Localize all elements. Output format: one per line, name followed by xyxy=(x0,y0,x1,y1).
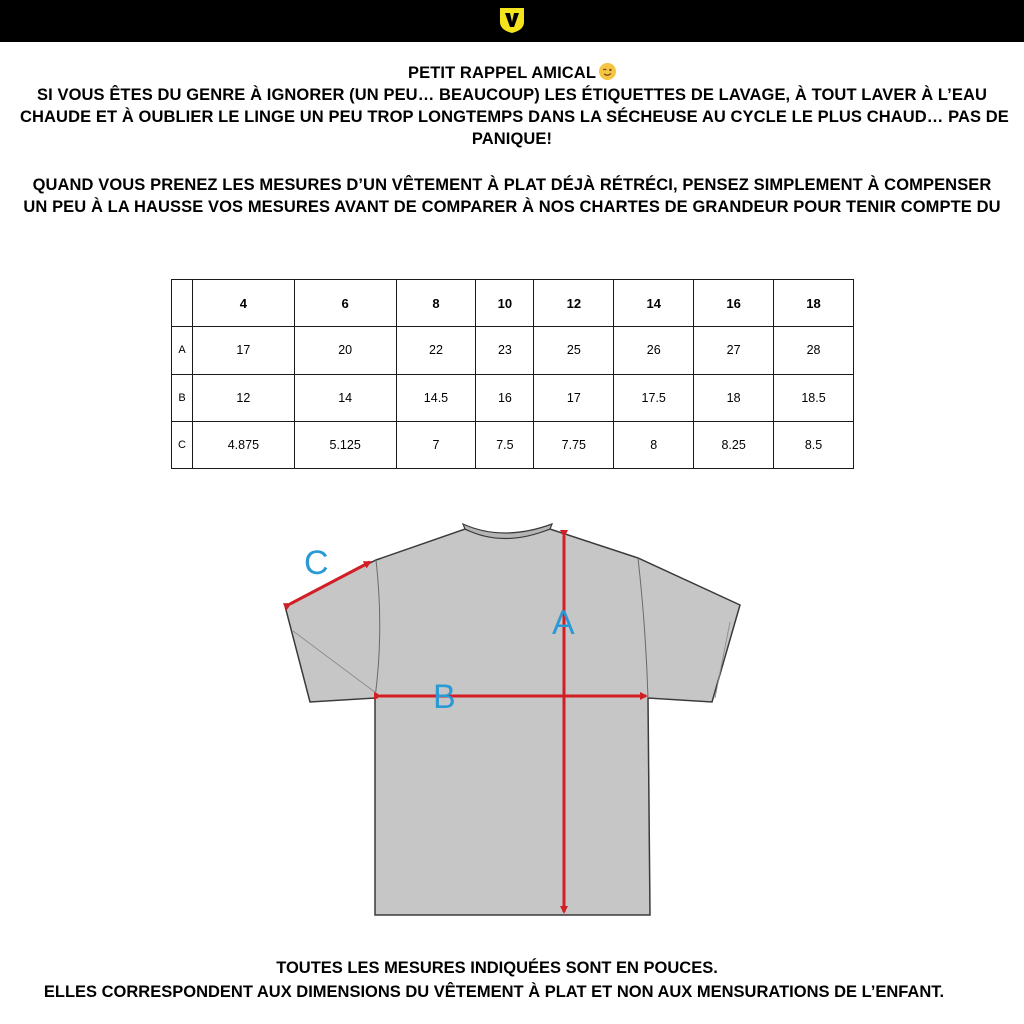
v-shield-logo-icon[interactable] xyxy=(499,6,525,34)
table-cell: 22 xyxy=(396,327,476,374)
note-line: UN PEU À LA HAUSSE VOS MESURES AVANT DE COMPARER À NOS CHARTES DE GRANDEUR POUR TENIR COMPTE DU xyxy=(23,198,1001,216)
note-line: QUAND VOUS PRENEZ LES MESURES D’UN VÊTEMENT À PLAT DÉJÀ RÉTRÉCI, PENSEZ SIMPLEMENT À COMPENSER xyxy=(32,176,992,194)
table-cell: 7 xyxy=(396,421,476,468)
size-header: 8 xyxy=(396,280,476,327)
table-row-b xyxy=(172,374,854,421)
top-bar xyxy=(0,0,1024,42)
table-row-a xyxy=(172,327,854,374)
shrink-compensation-note xyxy=(20,174,1004,218)
table-cell: 4.875 xyxy=(193,421,295,468)
table-cell: 17.5 xyxy=(614,374,694,421)
table-cell: 17 xyxy=(534,374,614,421)
table-cell: 14.5 xyxy=(396,374,476,421)
table-cell: 27 xyxy=(694,327,774,374)
table-cell: 5.125 xyxy=(294,421,396,468)
label-c: C xyxy=(304,544,329,582)
table-cell: 26 xyxy=(614,327,694,374)
row-label: B xyxy=(172,374,193,421)
size-header: 4 xyxy=(193,280,295,327)
flat-dimensions-note: ELLES CORRESPONDENT AUX DIMENSIONS DU VÊTEMENT À PLAT ET NON AUX MENSURATIONS DE L’ENFANT. xyxy=(43,983,945,1001)
label-b: B xyxy=(433,678,456,716)
table-cell: 18.5 xyxy=(774,374,854,421)
tshirt-shape xyxy=(285,529,740,915)
reminder-line: PANIQUE! xyxy=(471,130,553,148)
reminder-line: SI VOUS ÊTES DU GENRE À IGNORER (UN PEU… BEAUCOUP) LES ÉTIQUETTES DE LAVAGE, À TOUT LAVER À L’EAU xyxy=(37,86,987,104)
size-header: 6 xyxy=(294,280,396,327)
reminder-title: PETIT RAPPEL AMICAL xyxy=(20,62,1004,84)
table-cell: 23 xyxy=(476,327,534,374)
table-cell: 20 xyxy=(294,327,396,374)
size-header: 14 xyxy=(614,280,694,327)
units-note: TOUTES LES MESURES INDIQUÉES SONT EN POUCES. xyxy=(276,959,718,977)
size-header-row xyxy=(172,280,854,327)
size-header: 12 xyxy=(534,280,614,327)
table-cell: 18 xyxy=(694,374,774,421)
table-cell: 8.25 xyxy=(694,421,774,468)
table-cell: 8.5 xyxy=(774,421,854,468)
corner-cell xyxy=(172,280,193,327)
size-header: 10 xyxy=(476,280,534,327)
washing-reminder xyxy=(20,62,1009,150)
reminder-line: CHAUDE ET À OUBLIER LE LINGE UN PEU TROP LONGTEMPS DANS LA SÉCHEUSE AU CYCLE LE PLUS CHAUD… PAS DE xyxy=(20,108,1009,126)
size-header: 16 xyxy=(694,280,774,327)
size-header: 18 xyxy=(774,280,854,327)
tshirt-measurement-diagram xyxy=(260,520,760,920)
table-row-c xyxy=(172,421,854,468)
table-cell: 28 xyxy=(774,327,854,374)
table-cell: 7.75 xyxy=(534,421,614,468)
table-cell: 25 xyxy=(534,327,614,374)
winking-face-icon xyxy=(599,63,616,80)
table-cell: 16 xyxy=(476,374,534,421)
row-label: C xyxy=(172,421,193,468)
label-a: A xyxy=(552,604,575,642)
table-cell: 17 xyxy=(193,327,295,374)
table-cell: 8 xyxy=(614,421,694,468)
table-cell: 14 xyxy=(294,374,396,421)
table-cell: 12 xyxy=(193,374,295,421)
row-label: A xyxy=(172,327,193,374)
size-chart-table xyxy=(171,279,854,469)
table-cell: 7.5 xyxy=(476,421,534,468)
